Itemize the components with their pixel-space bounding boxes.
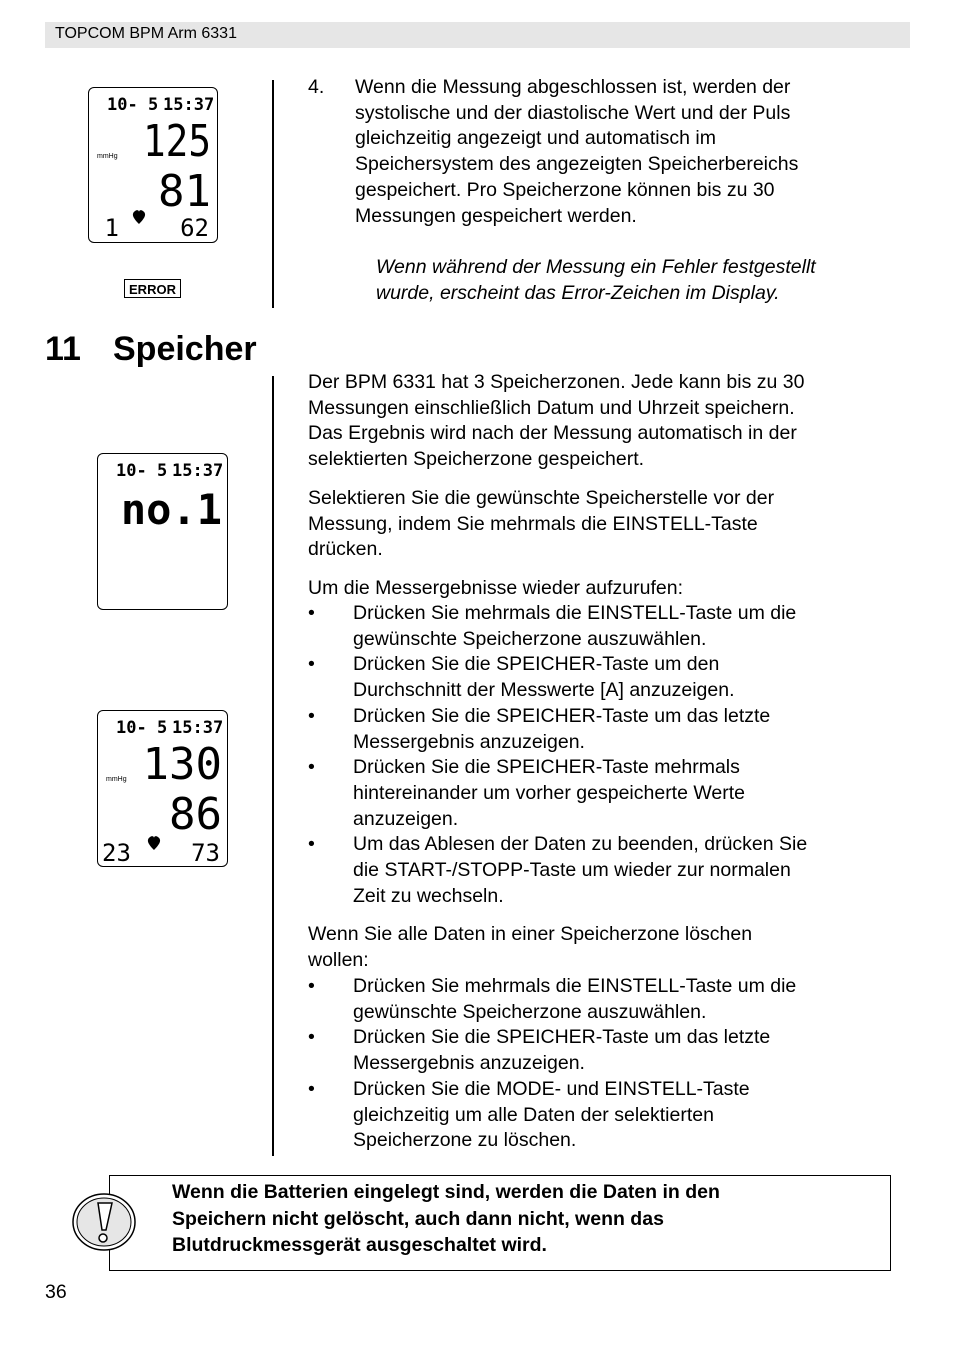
column-divider-top	[272, 80, 274, 308]
lcd-display-memory-zone	[97, 453, 228, 610]
lcd3-time: 15:37	[172, 718, 224, 738]
step-text	[355, 75, 885, 229]
step-line: gespeichert. Pro Speicherzone können bis zu 30	[355, 178, 775, 201]
heart-icon	[133, 210, 145, 224]
note-line: Wenn während der Messung ein Fehler festgestellt	[376, 256, 816, 278]
warning-line: Speichern nicht gelöscht, auch dann nicht, wenn das	[172, 1207, 664, 1230]
paragraph-line: Selektieren Sie die gewünschte Speicherstelle vor der	[308, 487, 775, 509]
paragraph-line: Wenn Sie alle Daten in einer Speicherzone löschen	[308, 923, 753, 945]
paragraph-line: selektierten Speicherzone gespeichert.	[308, 448, 645, 471]
paragraph-line: Messungen einschließlich Datum und Uhrzeit speichern.	[308, 396, 795, 419]
bullet: •	[308, 602, 315, 624]
bullet: •	[308, 1077, 315, 1100]
warning-line: Blutdruckmessgerät ausgeschaltet wird.	[172, 1234, 547, 1256]
list-item: • Drücken Sie die MODE- und EINSTELL-Taste gleichzeitig um alle Daten der selektierten Speicherzone zu löschen.	[308, 1077, 750, 1152]
lcd1-pulse: 62	[180, 214, 209, 242]
paragraph-line: Das Ergebnis wird nach der Messung automatisch in der	[308, 422, 797, 445]
header-title: TOPCOM BPM Arm 6331	[55, 25, 237, 42]
lcd1-systolic: 125	[143, 116, 211, 167]
list-item: • Drücken Sie die SPEICHER-Taste mehrmals hintereinander um vorher gespeicherte Werte anzuzeigen.	[308, 756, 746, 830]
step-line: Messungen gespeichert werden.	[355, 204, 637, 227]
step-number: 4.	[308, 76, 325, 98]
list-item: • Um das Ablesen der Daten zu beenden, drücken Sie die START-/STOPP-Taste um wieder zur normalen Zeit zu wechseln.	[308, 833, 808, 907]
list-item: • Drücken Sie die SPEICHER-Taste um den Durchschnitt der Messwerte [A] anzuzeigen.	[308, 653, 735, 702]
warning-line: Wenn die Batterien eingelegt sind, werden die Daten in den	[172, 1181, 720, 1203]
section-heading	[45, 330, 257, 369]
lcd-display-memory-result-graphic	[98, 711, 227, 866]
page-number: 36	[45, 1281, 67, 1303]
header-bar	[45, 22, 910, 48]
lcd-display-memory-zone-graphic	[98, 454, 227, 609]
lcd3-systolic: 130	[142, 739, 222, 790]
lcd3-diastolic: 86	[169, 789, 222, 840]
lcd3-unit: mmHg	[106, 776, 127, 783]
section-title: Speicher	[113, 330, 257, 368]
lcd2-time: 15:37	[172, 461, 224, 481]
lcd1-zone: 1	[104, 214, 119, 242]
error-note	[376, 255, 896, 306]
step-line: systolische und der diastolische Wert und der Puls	[355, 101, 791, 124]
bullet: •	[308, 833, 315, 856]
column-divider-main	[272, 376, 274, 1156]
paragraph-line: wollen:	[308, 948, 369, 971]
lcd3-zone: 23	[102, 839, 131, 866]
list-item: • Drücken Sie mehrmals die EINSTELL-Taste um die gewünschte Speicherzone auszuwählen.	[308, 975, 797, 1023]
bullet: •	[308, 975, 315, 997]
bullet: •	[308, 653, 315, 676]
warning-text	[172, 1179, 852, 1259]
lcd2-zone-text: no.1	[120, 485, 222, 534]
lcd-display-measurement-graphic	[89, 88, 217, 242]
paragraph-line: Der BPM 6331 hat 3 Speicherzonen. Jede kann bis zu 30	[308, 371, 805, 393]
list-item: • Drücken Sie die SPEICHER-Taste um das letzte Messergebnis anzuzeigen.	[308, 1026, 771, 1075]
lcd1-diastolic: 81	[158, 166, 211, 217]
recall-steps-list	[308, 601, 888, 909]
bullet: •	[308, 704, 315, 727]
lcd1-time: 15:37	[163, 95, 215, 115]
intro-paragraph	[308, 370, 888, 473]
paragraph-line: drücken.	[308, 538, 383, 561]
lcd2-date: 10- 5	[116, 461, 168, 481]
delete-intro	[308, 922, 888, 973]
step-line: gleichzeitig angezeigt und automatisch im	[355, 127, 716, 150]
warning-icon	[71, 1192, 137, 1252]
list-item: • Drücken Sie mehrmals die EINSTELL-Taste um die gewünschte Speicherzone auszuwählen.	[308, 602, 797, 650]
lcd1-unit: mmHg	[97, 153, 118, 160]
list-item: • Drücken Sie die SPEICHER-Taste um das letzte Messergebnis anzuzeigen.	[308, 704, 771, 753]
lcd-display-measurement	[88, 87, 218, 243]
lcd3-pulse: 73	[191, 839, 220, 866]
note-line: wurde, erscheint das Error-Zeichen im Display.	[376, 281, 780, 304]
lcd3-date: 10- 5	[116, 718, 168, 738]
error-badge: ERROR	[124, 279, 181, 298]
step-line: Wenn die Messung abgeschlossen ist, werden der	[355, 76, 791, 98]
heart-icon	[148, 836, 160, 850]
lcd1-date: 10- 5	[107, 95, 159, 115]
select-paragraph	[308, 486, 888, 563]
step-line: Speichersystem des angezeigten Speicherbereichs	[355, 153, 799, 176]
section-number: 11	[45, 330, 81, 368]
bullet: •	[308, 756, 315, 779]
recall-intro: Um die Messergebnisse wieder aufzurufen:	[308, 577, 684, 599]
lcd-display-memory-result	[97, 710, 228, 867]
delete-steps-list	[308, 974, 888, 1154]
bullet: •	[308, 1026, 315, 1049]
paragraph-line: Messung, indem Sie mehrmals die EINSTELL-Taste	[308, 512, 758, 535]
